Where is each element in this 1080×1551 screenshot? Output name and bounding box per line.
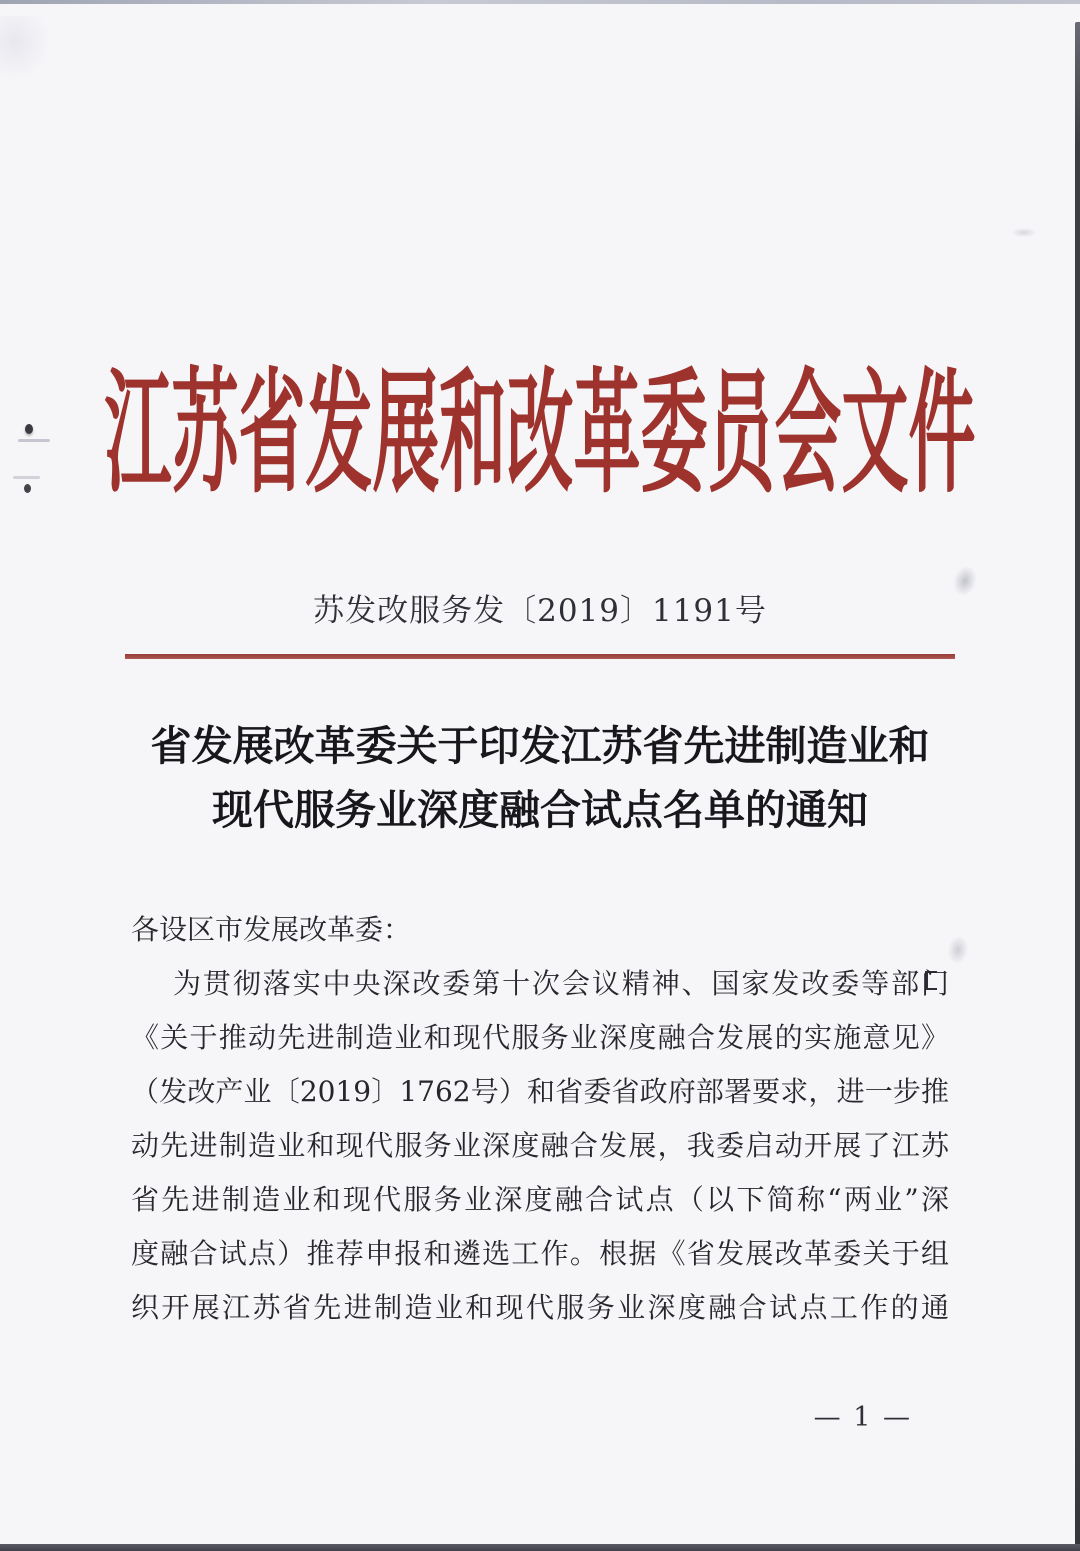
scan-edge-top [0,0,1080,4]
page-number: — 1 — [813,1402,912,1433]
body-text-line: （发改产业〔2019〕1762号）和省委省政府部署要求，进一步推 [131,1075,949,1108]
scan-smudge [945,934,970,966]
scan-edge-bottom [0,1544,1080,1551]
body-text-line: 动先进制造业和现代服务业深度融合发展，我委启动开展了江苏 [131,1129,949,1162]
document-body [131,903,949,1335]
document-reference-number: 苏发改服务发〔2019〕1191号 [313,593,767,629]
body-text-line: 省先进制造业和现代服务业深度融合试点（以下简称“两业”深 [131,1183,949,1216]
red-divider-line [125,654,955,659]
body-text-line: 为贯彻落实中央深改委第十次会议精神、国家发改委等部门 [173,967,949,1000]
agency-letterhead-title: 江苏省发展和改革委员会文件 [104,353,976,512]
body-text-line: 织开展江苏省先进制造业和现代服务业深度融合试点工作的通 [131,1291,949,1324]
scan-smudge [1012,228,1036,237]
document-title [0,714,1080,842]
salutation-line: 各设区市发展改革委： [131,913,412,946]
body-text-line: 《关于推动先进制造业和现代服务业深度融合发展的实施意见》 [131,1021,949,1054]
document-title-line2: 现代服务业深度融合试点名单的通知 [212,786,868,834]
document-title-line1: 省发展改革委关于印发江苏省先进制造业和 [150,722,930,770]
scan-smudge-top-left [0,16,50,80]
body-text-line: 度融合试点）推荐申报和遴选工作。根据《省发展改革委关于组 [131,1237,949,1270]
